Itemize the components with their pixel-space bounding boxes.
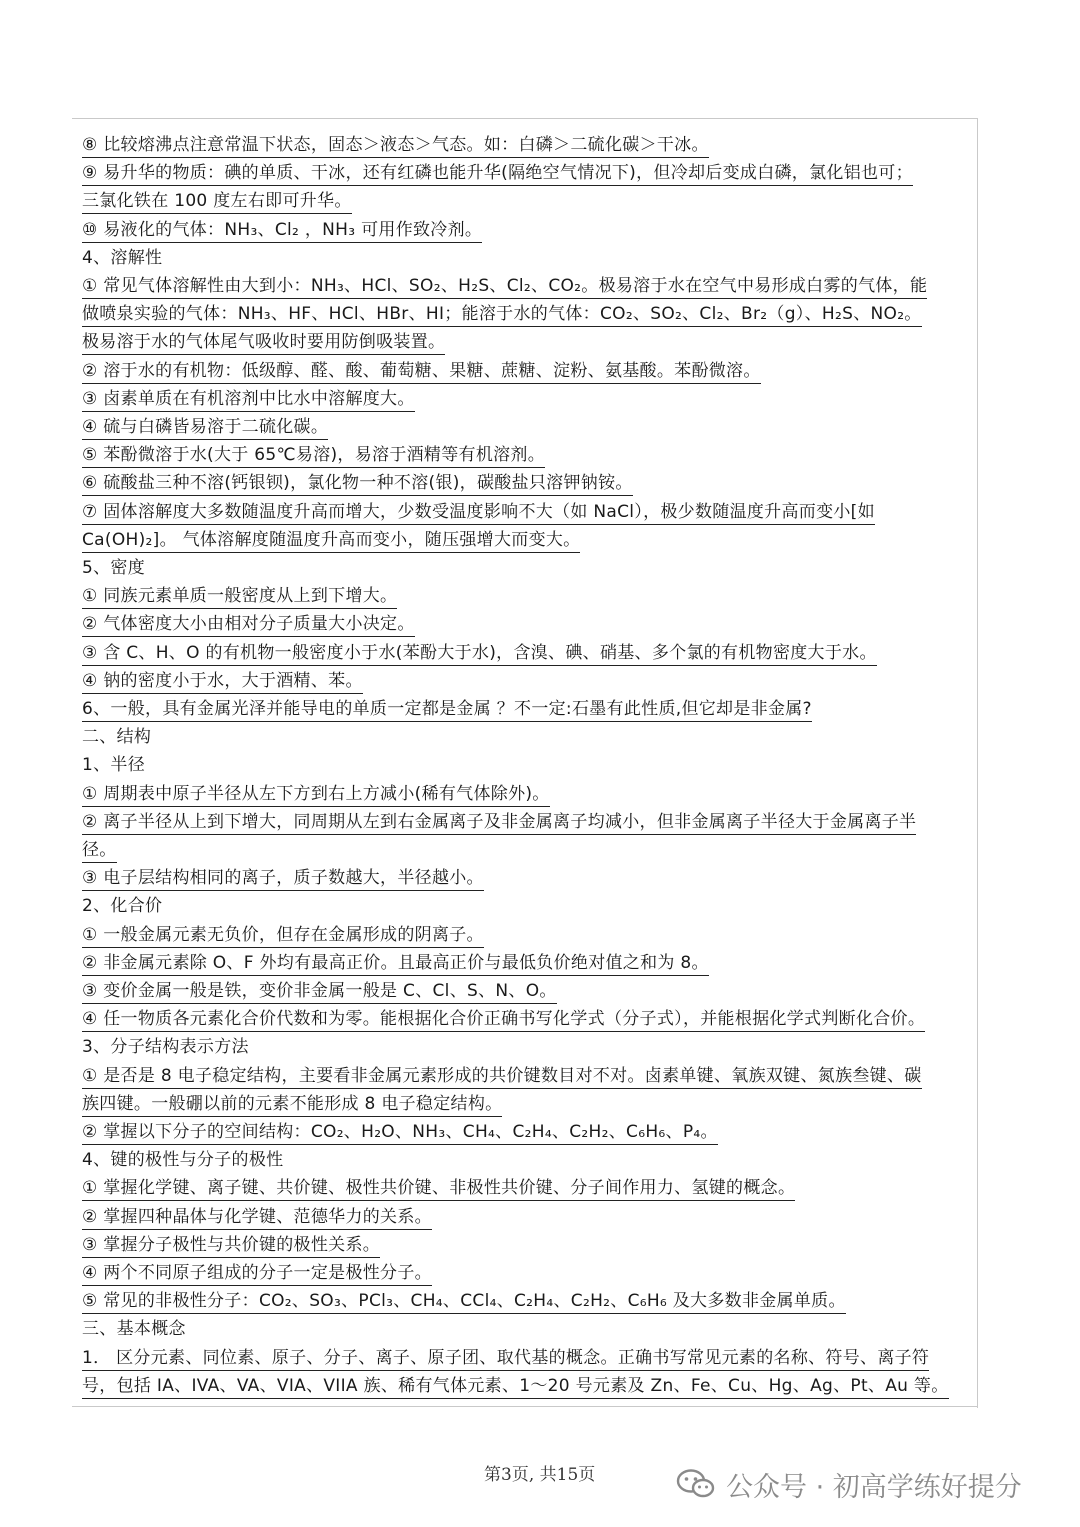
text-line-content: ① 掌握化学键、离子键、共价键、极性共价键、非极性共价键、分子间作用力、氢键的概念。 [82, 1177, 795, 1201]
wechat-icon [676, 1468, 716, 1500]
text-line [82, 1290, 962, 1318]
text-line [82, 867, 962, 895]
text-line-content: ③ 变价金属一般是铁，变价非金属一般是 C、Cl、S、N、O。 [82, 980, 557, 1004]
text-line-content: 三、基本概念 [82, 1319, 186, 1340]
text-line-content: ③ 卤素单质在有机溶剂中比水中溶解度大。 [82, 388, 415, 412]
text-line [82, 303, 962, 331]
text-line [82, 1234, 962, 1262]
text-line [82, 811, 962, 839]
text-line-content: ⑨ 易升华的物质：碘的单质、干冰，还有红磷也能升华(隔绝空气情况下)，但冷却后变成白磷，氯化铝也可； [82, 162, 913, 186]
text-line [82, 1093, 962, 1121]
text-line-content: ③ 掌握分子极性与共价键的极性关系。 [82, 1234, 380, 1258]
text-line [82, 924, 962, 952]
text-line [82, 613, 962, 641]
text-line-content: ④ 两个不同原子组成的分子一定是极性分子。 [82, 1262, 432, 1286]
text-line-content: 做喷泉实验的气体：NH₃、HF、HCl、HBr、HI；能溶于水的气体：CO₂、SO₂、Cl₂、Br₂（g）、H₂S、NO₂。 [82, 303, 922, 327]
text-line-content: 极易溶于水的气体尾气吸收时要用防倒吸装置。 [82, 331, 445, 355]
text-line [82, 1177, 962, 1205]
text-line-content: ③ 电子层结构相同的离子，质子数越大，半径越小。 [82, 867, 484, 891]
text-line [82, 275, 962, 303]
text-line-content: ① 一般金属元素无负价，但存在金属形成的阴离子。 [82, 924, 484, 948]
text-line-content: ② 溶于水的有机物：低级醇、醛、酸、葡萄糖、果糖、蔗糖、淀粉、氨基酸。苯酚微溶。 [82, 360, 761, 384]
text-line-content: ⑦ 固体溶解度大多数随温度升高而增大，少数受温度影响不大（如 NaCl），极少数随温度升高而变小[如 [82, 501, 875, 525]
text-line-content: ③ 含 C、H、O 的有机物一般密度小于水(苯酚大于水)，含溴、碘、硝基、多个氯的有机物密度大于水。 [82, 642, 877, 666]
watermark-text: 公众号 · 初高学练好提分 [726, 1471, 1022, 1503]
text-line [82, 1036, 962, 1064]
text-line [82, 472, 962, 500]
watermark [676, 1464, 1022, 1504]
page-number: 第3页, 共15页 [484, 1465, 596, 1485]
text-line [82, 1347, 962, 1375]
text-line-content: 4、键的极性与分子的极性 [82, 1150, 284, 1171]
text-line-content: ② 掌握以下分子的空间结构：CO₂、H₂O、NH₃、CH₄、C₂H₄、C₂H₂、C₆H₆、P₄。 [82, 1121, 718, 1145]
text-line [82, 980, 962, 1008]
text-line [82, 670, 962, 698]
text-line [82, 952, 962, 980]
text-line [82, 388, 962, 416]
text-line-content: ⑧ 比较熔沸点注意常温下状态，固态＞液态＞气态。如：白磷＞二硫化碳＞干冰。 [82, 134, 709, 158]
text-line-content: ① 周期表中原子半径从左下方到右上方减小(稀有气体除外)。 [82, 783, 550, 807]
text-line [82, 360, 962, 388]
text-line-content: Ca(OH)₂]。 气体溶解度随温度升高而变小，随压强增大而变大。 [82, 529, 580, 553]
text-line [82, 444, 962, 472]
text-line-content: 号，包括 IA、IVA、VA、VIA、VIIA 族、稀有气体元素、1～20 号元素及 Zn、Fe、Cu、Hg、Ag、Pt、Au 等。 [82, 1375, 949, 1399]
text-line [82, 783, 962, 811]
text-line-content: 4、溶解性 [82, 247, 163, 268]
text-line-content: 5、密度 [82, 558, 146, 578]
text-line [82, 1318, 962, 1346]
text-line [82, 501, 962, 529]
text-line-content: ⑤ 常见的非极性分子：CO₂、SO₃、PCl₃、CH₄、CCl₄、C₂H₄、C₂H₂、C₆H₆ 及大多数非金属单质。 [82, 1290, 846, 1314]
text-line [82, 642, 962, 670]
text-line-content: ② 气体密度大小由相对分子质量大小决定。 [82, 613, 415, 637]
text-line [82, 585, 962, 613]
text-line [82, 190, 962, 218]
text-line [82, 726, 962, 754]
text-line [82, 162, 962, 190]
text-line-content: ② 非金属元素除 O、F 外均有最高正价。且最高正价与最低负价绝对值之和为 8。 [82, 952, 709, 976]
text-line-content: ④ 任一物质各元素化合价代数和为零。能根据化合价正确书写化学式（分子式），并能根据化学式判断化合价。 [82, 1008, 925, 1032]
text-line [82, 839, 962, 867]
text-line [82, 1008, 962, 1036]
text-line-content: ⑥ 硫酸盐三种不溶(钙银钡)，氯化物一种不溶(银)，碳酸盐只溶钾钠铵。 [82, 472, 633, 496]
text-line [82, 1206, 962, 1234]
text-line-content: ② 掌握四种晶体与化学键、范德华力的关系。 [82, 1206, 432, 1230]
text-line [82, 529, 962, 557]
text-line [82, 698, 962, 726]
text-line [82, 557, 962, 585]
text-line [82, 219, 962, 247]
text-line-content: 1． 区分元素、同位素、原子、分子、离子、原子团、取代基的概念。正确书写常见元素的名称、符号、离子符 [82, 1347, 929, 1371]
text-line-content: 三氯化铁在 100 度左右即可升华。 [82, 190, 352, 214]
text-line-content: 3、分子结构表示方法 [82, 1037, 249, 1058]
text-line [82, 1375, 962, 1403]
text-line [82, 1065, 962, 1093]
text-line-content: 6、一般，具有金属光泽并能导电的单质一定都是金属 ？不一定:石墨有此性质,但它却是非金属? [82, 698, 812, 722]
text-line-content: ④ 钠的密度小于水，大于酒精、苯。 [82, 670, 363, 694]
text-line [82, 754, 962, 782]
text-line-content: ④ 硫与白磷皆易溶于二硫化碳。 [82, 416, 328, 440]
text-line [82, 1262, 962, 1290]
text-line-content: 族四键。一般硼以前的元素不能形成 8 电子稳定结构。 [82, 1093, 502, 1117]
text-line-content: 径。 [82, 839, 117, 863]
text-line [82, 1149, 962, 1177]
text-line-content: 2、化合价 [82, 896, 163, 917]
text-line-content: ① 同族元素单质一般密度从上到下增大。 [82, 585, 397, 609]
text-line-content: ① 是否是 8 电子稳定结构，主要看非金属元素形成的共价键数目对不对。卤素单键、氧族双键、氮族叁键、碳 [82, 1065, 922, 1089]
text-line-content: 二、结构 [82, 727, 152, 748]
text-line [82, 247, 962, 275]
text-line-content: ① 常见气体溶解性由大到小：NH₃、HCl、SO₂、H₂S、Cl₂、CO₂。极易溶于水在空气中易形成白雾的气体，能 [82, 275, 927, 299]
text-line [82, 331, 962, 359]
text-line [82, 1121, 962, 1149]
text-line [82, 134, 962, 162]
text-line-content: ⑤ 苯酚微溶于水(大于 65℃易溶)，易溶于酒精等有机溶剂。 [82, 444, 545, 468]
text-line-content: ⑩ 易液化的气体：NH₃、Cl₂ ，NH₃ 可用作致冷剂。 [82, 219, 482, 243]
text-line-content: ② 离子半径从上到下增大，同周期从左到右金属离子及非金属离子均减小，但非金属离子半径大于金属离子半 [82, 811, 916, 835]
text-line-content: 1、半径 [82, 755, 146, 776]
text-line [82, 895, 962, 923]
text-line [82, 416, 962, 444]
